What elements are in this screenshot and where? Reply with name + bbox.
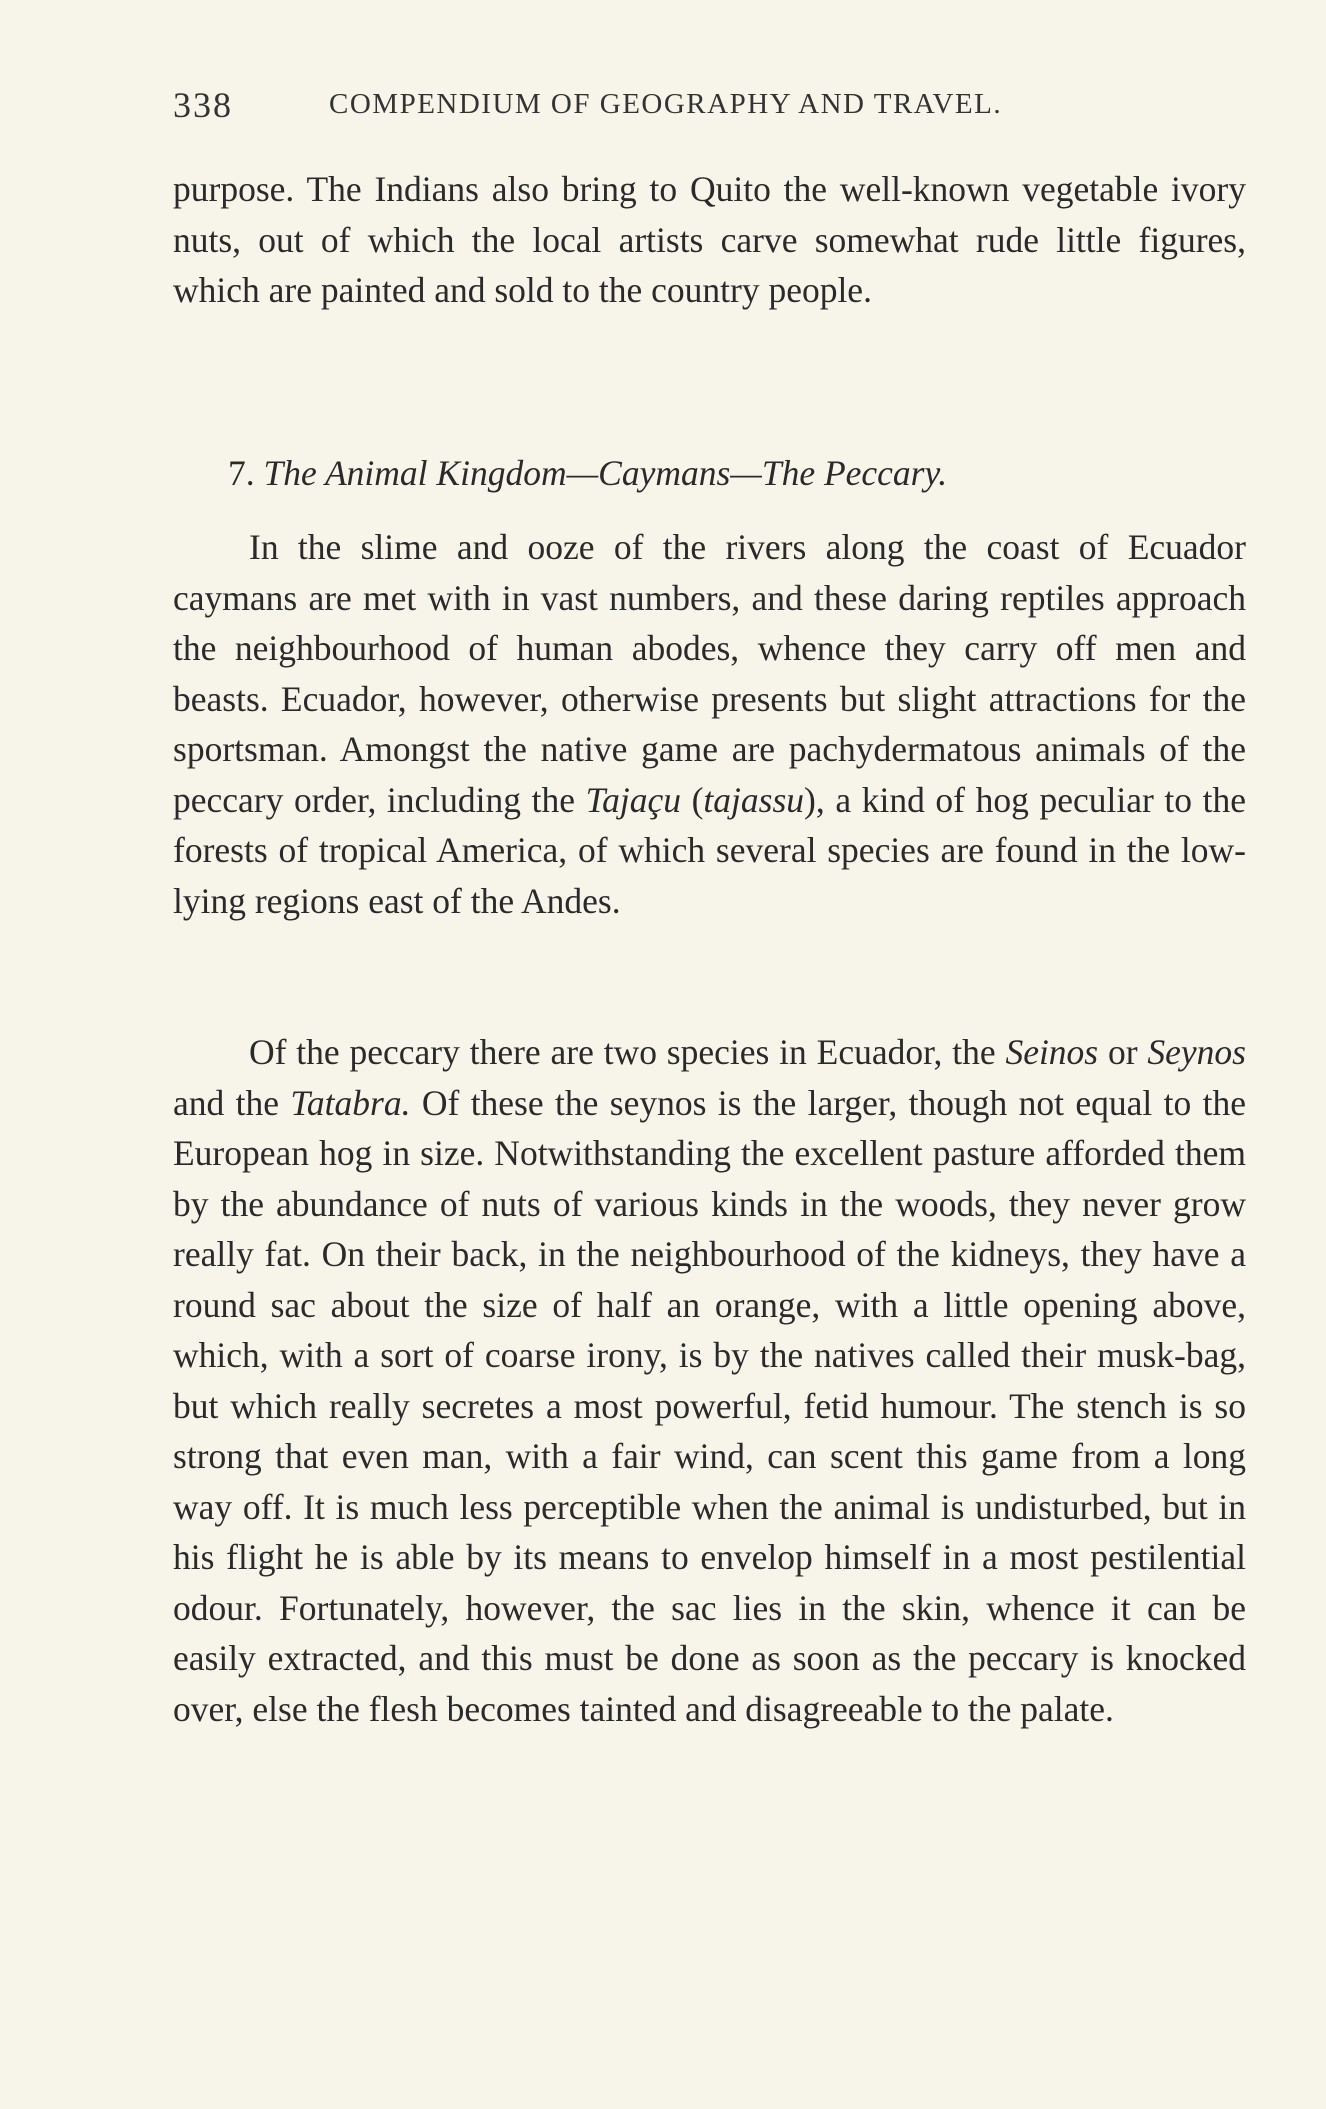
paragraph-text: and the [173, 1082, 291, 1123]
paragraph-peccary [173, 1027, 1246, 1734]
paragraph-continued: purpose. The Indians also bring to Quito the well-known vegetable ivory nuts, out of which the local artists carve somewhat rude little figures, which are painted and sold to the country people. [173, 169, 1246, 310]
italic-term: Tatabra. [290, 1082, 411, 1123]
paragraph-text: Of the peccary there are two species in Ecuador, the [249, 1032, 1006, 1072]
paragraph-caymans [173, 522, 1246, 926]
paragraph-text: ( [680, 779, 704, 820]
section-title: The Animal Kingdom—Caymans—The Peccary. [263, 453, 948, 493]
italic-term: Seynos [1147, 1032, 1246, 1072]
section-number: 7. [228, 453, 255, 493]
paragraph-text: ), a kind of hog peculiar to the forests of tropical America, of which several species are found in the low-lying regions east of the Andes. [173, 779, 1246, 921]
running-head [173, 84, 1246, 124]
italic-term: tajassu [703, 779, 805, 820]
italic-term: Tajaçu [585, 779, 681, 820]
italic-term: Seinos [1005, 1032, 1099, 1072]
section-heading [228, 448, 1246, 498]
paragraph-text: or [1098, 1032, 1148, 1072]
paragraph-text: Of these the seynos is the larger, though not equal to the European hog in size. Notwithstanding the excellent pasture afforded them by the abundance of nuts of various kinds in the woods, they never grow really fat. On their back, in the neighbourhood of the kidneys, they have a round sac about the size of half an orange, with a little opening above, which, with a sort of coarse irony, is by the natives called their musk-bag, but which really secretes a most powerful, fetid humour. The stench is so strong that even man, with a fair wind, can scent this game from a long way off. It is much less perceptible when the animal is undisturbed, but in his flight he is able by its means to envelop himself in a most pestilential odour. Fortunately, however, the sac lies in the skin, whence it can be easily extracted, and this must be done as soon as the peccary is knocked over, else the flesh becomes tainted and disagreeable to the palate. [173, 1082, 1246, 1729]
paragraph-text: In the slime and ooze of the rivers along the coast of Ecuador caymans are met with in vast numbers, and these daring reptiles approach the neighbourhood of human abodes, whence they carry off men and beasts. Ecuador, however, otherwise presents but slight attractions for the sportsman. Amongst the native game are pachydermatous animals of the peccary order, including the [173, 527, 1246, 820]
page-number: 338 [173, 85, 233, 125]
running-title: COMPENDIUM OF GEOGRAPHY AND TRAVEL. [329, 88, 1003, 120]
